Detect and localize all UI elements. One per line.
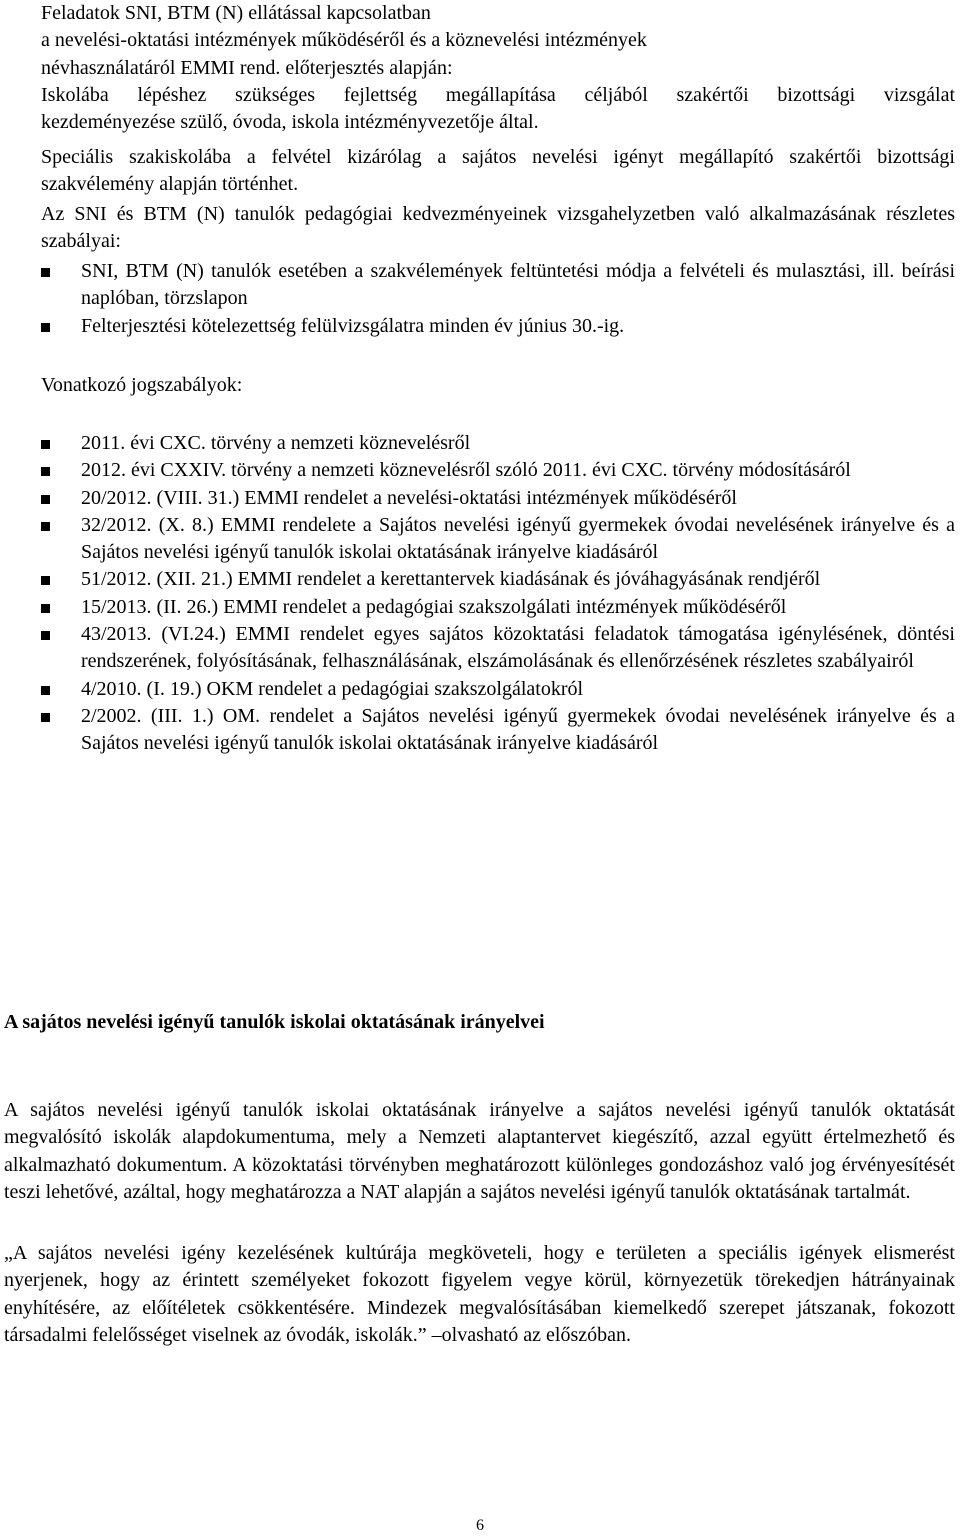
list-item: 51/2012. (XII. 21.) EMMI rendelet a kerettantervek kiadásának és jóváhagyásának rendjéről (41, 566, 955, 593)
page-number: 6 (476, 1517, 484, 1534)
intro-line: a nevelési-oktatási intézmények működéséről és a köznevelési intézmények (41, 29, 647, 52)
intro-line: Iskolába lépéshez szükséges fejlettség megállapítása céljából szakértői bizottsági vizsgálat (41, 83, 955, 106)
list-item: 32/2012. (X. 8.) EMMI rendelete a Sajátos nevelési igényű gyermekek óvodai nevelésének irányelve és a Sajátos nevelési igényű tanulók iskolai oktatásának irányelve kiadásáról (41, 512, 955, 567)
list-item: 4/2010. (I. 19.) OKM rendelet a pedagógiai szakszolgálatokról (41, 676, 955, 703)
special-school-paragraph: Speciális szakiskolába a felvétel kizárólag a sajátos nevelési igényt megállapító szakértői bizottsági szakvélemény alapján történhet. (41, 146, 955, 196)
list-item: 2012. évi CXXIV. törvény a nemzeti köznevelésről szóló 2011. évi CXC. törvény módosításáról (41, 457, 955, 484)
rules-bullet-list (41, 258, 955, 340)
intro-line: névhasználatáról EMMI rend. előterjesztés alapján: (41, 56, 453, 79)
list-item: Felterjesztési kötelezettség felülvizsgálatra minden év június 30.-ig. (41, 313, 955, 340)
rules-intro-paragraph: Az SNI és BTM (N) tanulók pedagógiai kedvezményeinek vizsgahelyzetben való alkalmazásának részletes szabályai: (41, 203, 955, 253)
intro-lines (41, 0, 955, 136)
list-item: 43/2013. (VI.24.) EMMI rendelet egyes sajátos közoktatási feladatok támogatása igénylésének, döntési rendszerének, folyósításának, felhasználásának, elszámolásának és ellenőrzésének részletes szabályairól (41, 621, 955, 676)
laws-bullet-list (41, 430, 955, 758)
list-item: SNI, BTM (N) tanulók esetében a szakvélemények feltüntetési módja a felvételi és mulasztási, ill. beírási naplóban, törzslapon (41, 258, 955, 313)
intro-line: Feladatok SNI, BTM (N) ellátással kapcsolatban (41, 2, 431, 24)
intro-line: kezdeményezése szülő, óvoda, iskola intézményvezetője által. (41, 111, 539, 134)
list-item: 15/2013. (II. 26.) EMMI rendelet a pedagógiai szakszolgálati intézmények működéséről (41, 594, 955, 621)
quote-paragraph: „A sajátos nevelési igény kezelésének kultúrája megköveteli, hogy e területen a speciális igények elismerést nyerjenek, hogy az érintett személyeket fokozott figyelem vegye körül, környezetük törekedjen hátrányainak enyhítésére, az előítéletek csökkentésére. Mindezek megvalósításában kiemelkedő szerepet játszanak, fokozott társadalmi felelősséget viselnek az óvodák, iskolák.” –olvasható az előszóban. (4, 1242, 955, 1346)
laws-title: Vonatkozó jogszabályok: (41, 374, 243, 396)
section-heading: A sajátos nevelési igényű tanulók iskolai oktatásának irányelvei (4, 1011, 545, 1033)
list-item: 20/2012. (VIII. 31.) EMMI rendelet a nevelési-oktatási intézmények működéséről (41, 485, 955, 512)
section-paragraph: A sajátos nevelési igényű tanulók iskolai oktatásának irányelve a sajátos nevelési igényű tanulók oktatását megvalósító iskolák alapdokumentuma, mely a Nemzeti alaptantervet kiegészítő, azzal együtt értelmezhető és alkalmazható dokumentum. A közoktatási törvényben meghatározott különleges gondozáshoz való jog érvényesítését teszi lehetővé, azáltal, hogy meghatározza a NAT alapján a sajátos nevelési igényű tanulók oktatásának tartalmát. (4, 1099, 955, 1203)
list-item: 2011. évi CXC. törvény a nemzeti köznevelésről (41, 430, 955, 457)
list-item: 2/2002. (III. 1.) OM. rendelet a Sajátos nevelési igényű gyermekek óvodai nevelésének irányelve és a Sajátos nevelési igényű tanulók iskolai oktatásának irányelve kiadásáról (41, 703, 955, 758)
